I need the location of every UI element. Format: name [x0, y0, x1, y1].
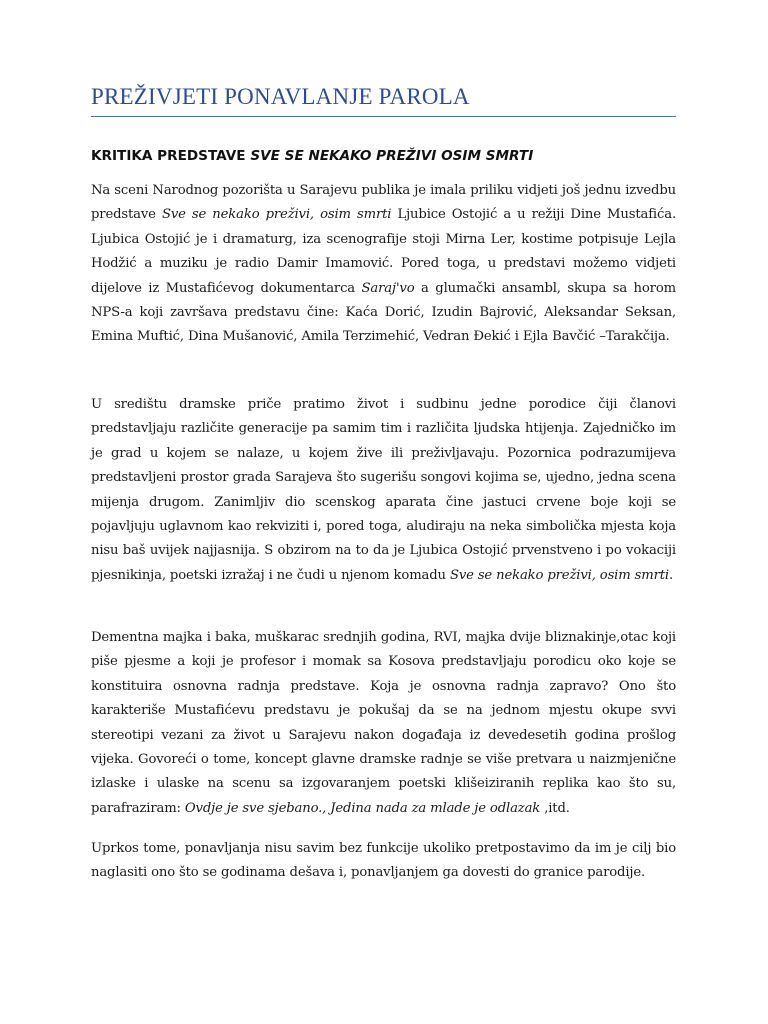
paragraph-text: Ljubice Ostojić a u režiji Dine Mustafića. Ljubica Ostojić je i dramaturg, iza scenografije stoji Mirna Ler, kostime potpisuje Lejla Hodžić a muziku je radio Damir Imamović. Pored toga, u predstavi možemo vidjeti dijelove iz Mustafićevog dokumentarca: [91, 207, 676, 296]
document-subtitle: [91, 148, 676, 164]
paragraph-italic-text: Sve se nekako preživi, osim smrti: [449, 567, 669, 583]
subtitle-prefix: KRITIKA PREDSTAVE: [91, 148, 251, 164]
paragraph-text: .: [669, 567, 674, 583]
paragraph-italic-text: Saraj'vo: [361, 280, 415, 296]
paragraph: [91, 179, 676, 350]
paragraph-text: ,itd.: [540, 800, 570, 816]
paragraph: [91, 626, 676, 821]
paragraph-text: U središtu dramske priče pratimo život i sudbinu jedne porodice čiji članovi predstavljaju različite generacije pa samim tim i različita ljudska htijenja. Zajedničko im je grad u kojem se nalaze, u kojem žive ili preživljavaju. Pozornica podrazumijeva predstavljeni prostor grada Sarajeva što sugerišu songovi kojima se, ujedno, jedna scena mijenja drugom. Zanimljiv dio scenskog aparata čine jastuci crvene boje koji se pojavljuju uglavnom kao rekviziti i, pored toga, aludiraju na neka simbolička mjesta koja nisu baš uvijek najjasnija. S obzirom na to da je Ljubica Ostojić prvenstveno i po vokaciji pjesnikinja, poetski izražaj i ne čudi u njenom komadu: [91, 397, 676, 583]
paragraph: [91, 837, 676, 886]
paragraph: [91, 393, 676, 588]
paragraph-italic-text: Sve se nekako preživi, osim smrti: [161, 207, 392, 223]
paragraph-text: a glumački ansambl, skupa sa horom NPS-a koji završava predstavu čine: Kaća Dorić, Izudin Bajrović, Aleksandar Seksan, Emina Muftić, Dina Mušanović, Amila Terzimehić, Vedran Đekić i Ejla Bavčić –Tarakčija.: [91, 280, 676, 345]
paragraph-text: Dementna majka i baka, muškarac srednjih godina, RVI, majka dvije bliznakinje,otac koji piše pjesme a koji je profesor i momak sa Kosova predstavljaju porodicu oko koje se konstituira osnovna radnja predstave. Koja je osnovna radnja zapravo? Ono što karakteriše Mustafićevu predstavu je pokušaj da se na jednom mjestu okupe svvi stereotipi vezani za život u Sarajevu nakon događaja iz devedesetih godina prošlog vijeka. Govoreći o tome, koncept glavne dramske radnje se više pretvara u naizmjenične izlaske i ulaske na scenu sa izgovaranjem poetski klišeiziranih replika kao što su, parafraziram:: [91, 630, 676, 816]
subtitle-emphasis: SVE SE NEKAKO PREŽIVI OSIM SMRTI: [250, 148, 534, 164]
paragraph-text: Na sceni Narodnog pozorišta u Sarajevu publika je imala priliku vidjeti još jednu izvedbu predstave: [91, 183, 676, 223]
title-divider: [91, 116, 676, 117]
paragraph-italic-text: Ovdje je sve sjebano., Jedina nada za mlade je odlazak: [184, 800, 541, 816]
paragraph-text: Uprkos tome, ponavljanja nisu savim bez funkcije ukoliko pretpostavimo da im je cilj bio naglasiti ono što se godinama dešava i, ponavljanjem ga dovesti do granice parodije.: [91, 841, 676, 881]
document-title: PREŽIVJETI PONAVLANJE PAROLA: [91, 84, 470, 109]
